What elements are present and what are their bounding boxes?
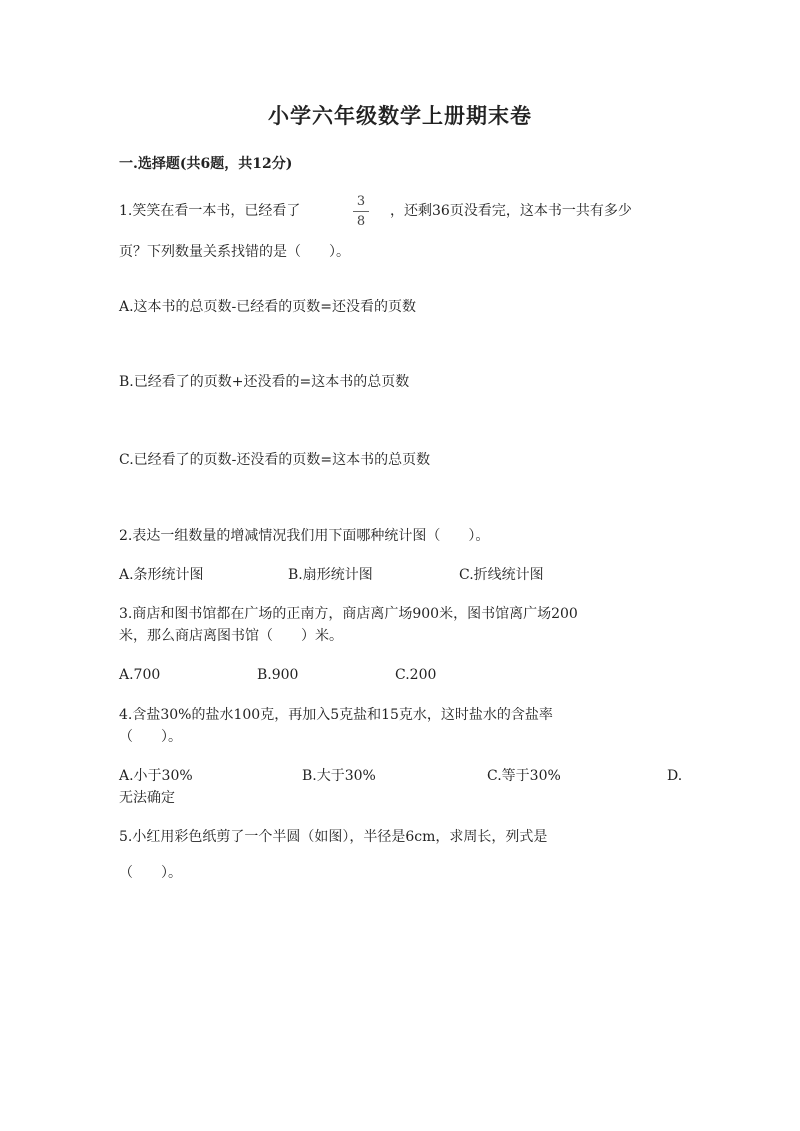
section-heading: 一.选择题(共6题，共12分) bbox=[119, 156, 293, 172]
q1-fraction-numerator: 3 bbox=[356, 194, 366, 209]
q4-option-a: A.小于30% bbox=[119, 768, 193, 784]
q4-option-b: B.大于30% bbox=[302, 768, 376, 784]
q4-option-d-continued: 无法确定 bbox=[119, 790, 175, 806]
q1-stem-line1-after: ，还剩36页没看完，这本书一共有多少 bbox=[390, 203, 632, 219]
q1-option-a: A.这本书的总页数-已经看的页数=还没看的页数 bbox=[119, 299, 417, 315]
q3-stem-line2: 米，那么商店离图书馆（ ）米。 bbox=[119, 628, 343, 644]
q3-stem-line1: 3.商店和图书馆都在广场的正南方，商店离广场900米，图书馆离广场200 bbox=[119, 606, 578, 622]
q3-option-a: A.700 bbox=[119, 667, 161, 683]
q3-option-c: C.200 bbox=[395, 667, 437, 683]
q1-option-c: C.已经看了的页数-还没看的页数=这本书的总页数 bbox=[119, 452, 431, 468]
q2-option-a: A.条形统计图 bbox=[119, 567, 204, 583]
q1-stem-line1-before: 1.笑笑在看一本书，已经看了 bbox=[119, 203, 301, 219]
q1-stem-line2: 页？下列数量关系找错的是（ ）。 bbox=[119, 244, 350, 260]
q4-option-d: D. bbox=[667, 768, 683, 784]
q2-option-c: C.折线统计图 bbox=[459, 567, 544, 583]
q1-fraction bbox=[353, 194, 369, 230]
q5-stem-line2: （ ）。 bbox=[119, 865, 182, 881]
q2-stem: 2.表达一组数量的增减情况我们用下面哪种统计图（ ）。 bbox=[119, 528, 490, 544]
q1-option-b: B.已经看了的页数+还没看的=这本书的总页数 bbox=[119, 374, 410, 390]
q4-stem-line1: 4.含盐30%的盐水100克，再加入5克盐和15克水，这时盐水的含盐率 bbox=[119, 707, 553, 723]
q5-stem-line1: 5.小红用彩色纸剪了一个半圆（如图），半径是6cm，求周长，列式是 bbox=[119, 829, 548, 845]
q4-stem-line2: （ ）。 bbox=[119, 729, 182, 745]
fraction-bar bbox=[353, 211, 369, 212]
q2-option-b: B.扇形统计图 bbox=[288, 567, 373, 583]
q4-option-c: C.等于30% bbox=[487, 768, 561, 784]
q3-option-b: B.900 bbox=[257, 667, 299, 683]
q1-fraction-denominator: 8 bbox=[356, 214, 366, 229]
page-title: 小学六年级数学上册期末卷 bbox=[268, 103, 532, 128]
